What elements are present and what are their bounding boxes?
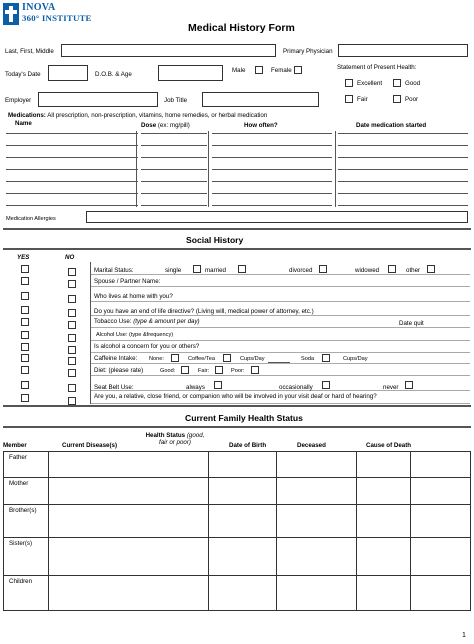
yes-checkbox[interactable] [21, 292, 29, 300]
diet-good-label: Good: [160, 368, 176, 374]
soda-label: Soda [301, 356, 315, 362]
family-entry-cell[interactable] [410, 478, 470, 505]
family-entry-cell[interactable] [209, 505, 277, 538]
diet-label: Diet: (please rate) [94, 367, 144, 374]
family-member-text: Brother(s) [9, 507, 37, 514]
social-history-title: Social History [186, 235, 244, 245]
no-checkbox[interactable] [68, 334, 76, 342]
marital-label: Marital Status: [94, 267, 134, 274]
medication-entry-line[interactable] [338, 169, 468, 170]
cups-day-line[interactable] [268, 362, 290, 363]
medication-entry-line[interactable] [6, 205, 138, 206]
spouse-label: Spouse / Partner Name: [94, 278, 161, 285]
col-dob: Date of Birth [229, 442, 267, 449]
col-health-status [140, 432, 210, 446]
yes-checkbox[interactable] [21, 354, 29, 362]
social-column-divider [90, 262, 91, 404]
col-dose-unit: (ex: mg/pill) [157, 122, 190, 129]
table-row [4, 538, 471, 576]
health-status-heading: Statement of Present Health: [337, 64, 417, 71]
medication-entry-line[interactable] [338, 205, 468, 206]
col-disease: Current Disease(s) [62, 442, 118, 449]
always-label: always [186, 384, 205, 391]
fair-checkbox[interactable] [345, 95, 353, 103]
cups-day-label: Cups/Day [240, 356, 265, 362]
yes-checkbox[interactable] [21, 277, 29, 285]
medication-entry-line[interactable] [212, 205, 332, 206]
no-header: NO [65, 254, 75, 261]
family-entry-cell[interactable] [209, 538, 277, 576]
family-member-text: Children [9, 578, 33, 585]
medication-column-divider [136, 131, 137, 207]
diet-fair-label: Fair: [198, 368, 210, 374]
medication-entry-line[interactable] [338, 145, 468, 146]
cross-logo-icon [3, 3, 19, 25]
table-row [4, 576, 471, 611]
tobacco-hint: (type & amount per day) [133, 318, 200, 325]
divorced-checkbox[interactable] [319, 265, 327, 273]
family-entry-cell[interactable] [48, 478, 208, 505]
table-row [4, 452, 471, 478]
medication-entry-line[interactable] [141, 181, 207, 182]
caffeine-none-checkbox[interactable] [171, 354, 179, 362]
medications-desc: All prescription, non-prescription, vitamins, home remedies, or herbal medication [47, 112, 268, 119]
yes-checkbox[interactable] [21, 318, 29, 326]
divorced-label: divorced [289, 267, 313, 274]
family-entry-cell[interactable] [410, 538, 470, 576]
family-entry-cell[interactable] [356, 538, 410, 576]
col-health-label: Health Status [145, 432, 186, 439]
dob-input[interactable] [158, 65, 223, 81]
col-often: How often? [244, 122, 278, 129]
medication-entry-line[interactable] [141, 133, 207, 134]
diet-poor-label: Poor: [231, 368, 245, 374]
other-label: other [406, 267, 421, 274]
no-checkbox[interactable] [68, 280, 76, 288]
col-dose [141, 122, 190, 129]
col-cause: Cause of Death [366, 442, 412, 449]
medication-entry-line[interactable] [212, 169, 332, 170]
medication-column-divider [335, 131, 336, 207]
physician-input[interactable] [338, 44, 468, 57]
medication-entry-line[interactable] [338, 193, 468, 194]
social-row-divider [90, 403, 470, 404]
diet-poor-checkbox[interactable] [251, 366, 259, 374]
col-deceased: Deceased [297, 442, 326, 449]
family-entry-cell[interactable] [277, 505, 357, 538]
jobtitle-input[interactable] [202, 92, 319, 107]
family-member-text: Mother [9, 480, 29, 487]
medication-entry-line[interactable] [338, 133, 468, 134]
logo-text-bottom: 360° INSTITUTE [22, 13, 92, 23]
form-title: Medical History Form [188, 22, 295, 34]
name-label: Last, First, Middle [5, 48, 54, 55]
good-checkbox[interactable] [393, 79, 401, 87]
social-row-divider [90, 301, 470, 302]
occasionally-checkbox[interactable] [322, 381, 330, 389]
date-quit-label: Date quit [399, 320, 424, 327]
alcohol-label: Alcohol Use: (type &frequency) [96, 332, 174, 338]
family-entry-cell[interactable] [209, 478, 277, 505]
yes-checkbox[interactable] [21, 306, 29, 314]
no-checkbox[interactable] [68, 369, 76, 377]
no-checkbox[interactable] [68, 397, 76, 405]
social-row-divider [90, 327, 470, 328]
family-member-text: Father [9, 454, 27, 461]
family-entry-cell[interactable] [209, 576, 277, 611]
family-member-label [4, 505, 49, 538]
never-checkbox[interactable] [405, 381, 413, 389]
medication-entry-line[interactable] [338, 181, 468, 182]
col-date-started: Date medication started [356, 122, 427, 129]
medication-entry-line[interactable] [141, 145, 207, 146]
caffeine-none-label: None: [149, 356, 164, 362]
divider [3, 405, 471, 407]
medication-entry-line[interactable] [212, 145, 332, 146]
divider [3, 228, 471, 230]
never-label: never [383, 384, 399, 391]
excellent-checkbox[interactable] [345, 79, 353, 87]
yes-header: YES [17, 254, 30, 261]
col-dose-label: Dose [141, 122, 157, 129]
no-checkbox[interactable] [68, 268, 76, 276]
soda-cups-day-label: Cups/Day [343, 356, 368, 362]
medication-entry-line[interactable] [6, 169, 138, 170]
medication-entry-line[interactable] [212, 133, 332, 134]
excellent-label: Excellent [357, 80, 383, 87]
yes-checkbox[interactable] [21, 265, 29, 273]
no-checkbox[interactable] [68, 346, 76, 354]
social-row-divider [90, 286, 470, 287]
lives-with-label: Who lives at home with you? [94, 293, 173, 300]
alcohol-concern-label: Is alcohol a concern for you or others? [94, 343, 200, 350]
diet-fair-checkbox[interactable] [215, 366, 223, 374]
coffee-tea-label: Coffee/Tea [188, 356, 215, 362]
family-entry-cell[interactable] [48, 505, 208, 538]
family-entry-cell[interactable] [277, 538, 357, 576]
medication-entry-line[interactable] [141, 205, 207, 206]
family-entry-cell[interactable] [48, 576, 208, 611]
good-label: Good [405, 80, 421, 87]
logo-text-top: INOVA [22, 2, 56, 13]
no-checkbox[interactable] [68, 309, 76, 317]
col-health-hint2: fair or poor) [159, 439, 191, 446]
hearing-label: Are you, a relative, close friend, or companion who will be involved in your visit deaf or hard of hearing? [94, 393, 377, 400]
yes-checkbox[interactable] [21, 343, 29, 351]
no-checkbox[interactable] [68, 384, 76, 392]
date-input[interactable] [48, 65, 88, 81]
social-row-divider [90, 340, 470, 341]
name-input[interactable] [61, 44, 276, 57]
yes-checkbox[interactable] [21, 394, 29, 402]
divider [3, 426, 471, 428]
dob-label: D.O.B. & Age [95, 71, 132, 78]
table-row [4, 505, 471, 538]
employer-input[interactable] [38, 92, 158, 107]
diet-good-checkbox[interactable] [181, 366, 189, 374]
medication-entry-line[interactable] [6, 193, 138, 194]
medication-entry-line[interactable] [6, 133, 138, 134]
medication-column-divider [208, 131, 209, 207]
medication-entry-line[interactable] [212, 157, 332, 158]
allergies-label: Medication Allergies [6, 216, 56, 222]
date-label: Today's Date [5, 71, 41, 78]
medication-entry-line[interactable] [141, 157, 207, 158]
medication-entry-line[interactable] [212, 193, 332, 194]
family-member-label [4, 538, 49, 576]
employer-label: Employer [5, 97, 32, 104]
no-checkbox[interactable] [68, 357, 76, 365]
male-checkbox[interactable] [255, 66, 263, 74]
page-number: 1 [462, 632, 466, 639]
yes-checkbox[interactable] [21, 366, 29, 374]
family-entry-cell[interactable] [356, 452, 410, 478]
medications-label: Medications: [8, 112, 46, 119]
family-entry-cell[interactable] [410, 452, 470, 478]
widowed-label: widowed [355, 267, 380, 274]
soda-checkbox[interactable] [322, 354, 330, 362]
tobacco-text: Tobacco Use: [94, 318, 132, 325]
poor-label: Poor [405, 96, 419, 103]
family-member-label [4, 478, 49, 505]
yes-checkbox[interactable] [21, 331, 29, 339]
social-row-divider [90, 375, 470, 376]
no-checkbox[interactable] [68, 295, 76, 303]
occasionally-label: occasionally [279, 384, 313, 391]
family-entry-cell[interactable] [48, 538, 208, 576]
family-entry-cell[interactable] [277, 576, 357, 611]
col-member: Member [3, 442, 27, 449]
table-row [4, 478, 471, 505]
female-checkbox[interactable] [294, 66, 302, 74]
family-member-label [4, 452, 49, 478]
seatbelt-label: Seat Belt Use: [94, 384, 134, 391]
family-entry-cell[interactable] [209, 452, 277, 478]
married-label: married [205, 267, 226, 274]
family-entry-cell[interactable] [410, 505, 470, 538]
family-member-label [4, 576, 49, 611]
social-row-divider [90, 352, 470, 353]
family-entry-cell[interactable] [48, 452, 208, 478]
social-row-divider [90, 274, 470, 275]
female-label: Female [271, 67, 292, 74]
medication-entry-line[interactable] [141, 193, 207, 194]
medication-entry-line[interactable] [6, 145, 138, 146]
family-member-text: Sister(s) [9, 540, 33, 547]
social-row-divider [90, 315, 470, 316]
single-label: single [165, 267, 182, 274]
fair-label: Fair [357, 96, 368, 103]
poor-checkbox[interactable] [393, 95, 401, 103]
widowed-checkbox[interactable] [388, 265, 396, 273]
medication-entry-line[interactable] [338, 157, 468, 158]
family-title: Current Family Health Status [185, 413, 303, 423]
family-entry-cell[interactable] [277, 452, 357, 478]
married-checkbox[interactable] [238, 265, 246, 273]
medications-heading [8, 112, 267, 119]
allergies-input[interactable] [86, 211, 468, 223]
single-checkbox[interactable] [193, 265, 201, 273]
social-row-divider [90, 363, 470, 364]
tobacco-label [94, 318, 200, 325]
physician-label: Primary Physician [283, 48, 333, 55]
family-entry-cell[interactable] [356, 576, 410, 611]
family-entry-cell[interactable] [356, 505, 410, 538]
medication-entry-line[interactable] [141, 169, 207, 170]
coffee-tea-checkbox[interactable] [223, 354, 231, 362]
divider [3, 248, 471, 250]
always-checkbox[interactable] [214, 381, 222, 389]
other-checkbox[interactable] [427, 265, 435, 273]
medication-entry-line[interactable] [212, 181, 332, 182]
caffeine-label: Caffeine Intake: [94, 355, 138, 362]
col-name: Name [15, 120, 32, 127]
family-health-table [3, 451, 471, 611]
male-label: Male [232, 67, 246, 74]
yes-checkbox[interactable] [21, 381, 29, 389]
col-health-hint: (good, [186, 432, 205, 439]
jobtitle-label: Job Title [164, 97, 188, 104]
medication-entry-line[interactable] [6, 181, 138, 182]
medication-entry-line[interactable] [6, 157, 138, 158]
family-entry-cell[interactable] [410, 576, 470, 611]
family-entry-cell[interactable] [277, 478, 357, 505]
family-entry-cell[interactable] [356, 478, 410, 505]
no-checkbox[interactable] [68, 321, 76, 329]
end-of-life-label: Do you have an end of life directive? (Living will, medical power of attorney, etc.) [94, 308, 314, 315]
